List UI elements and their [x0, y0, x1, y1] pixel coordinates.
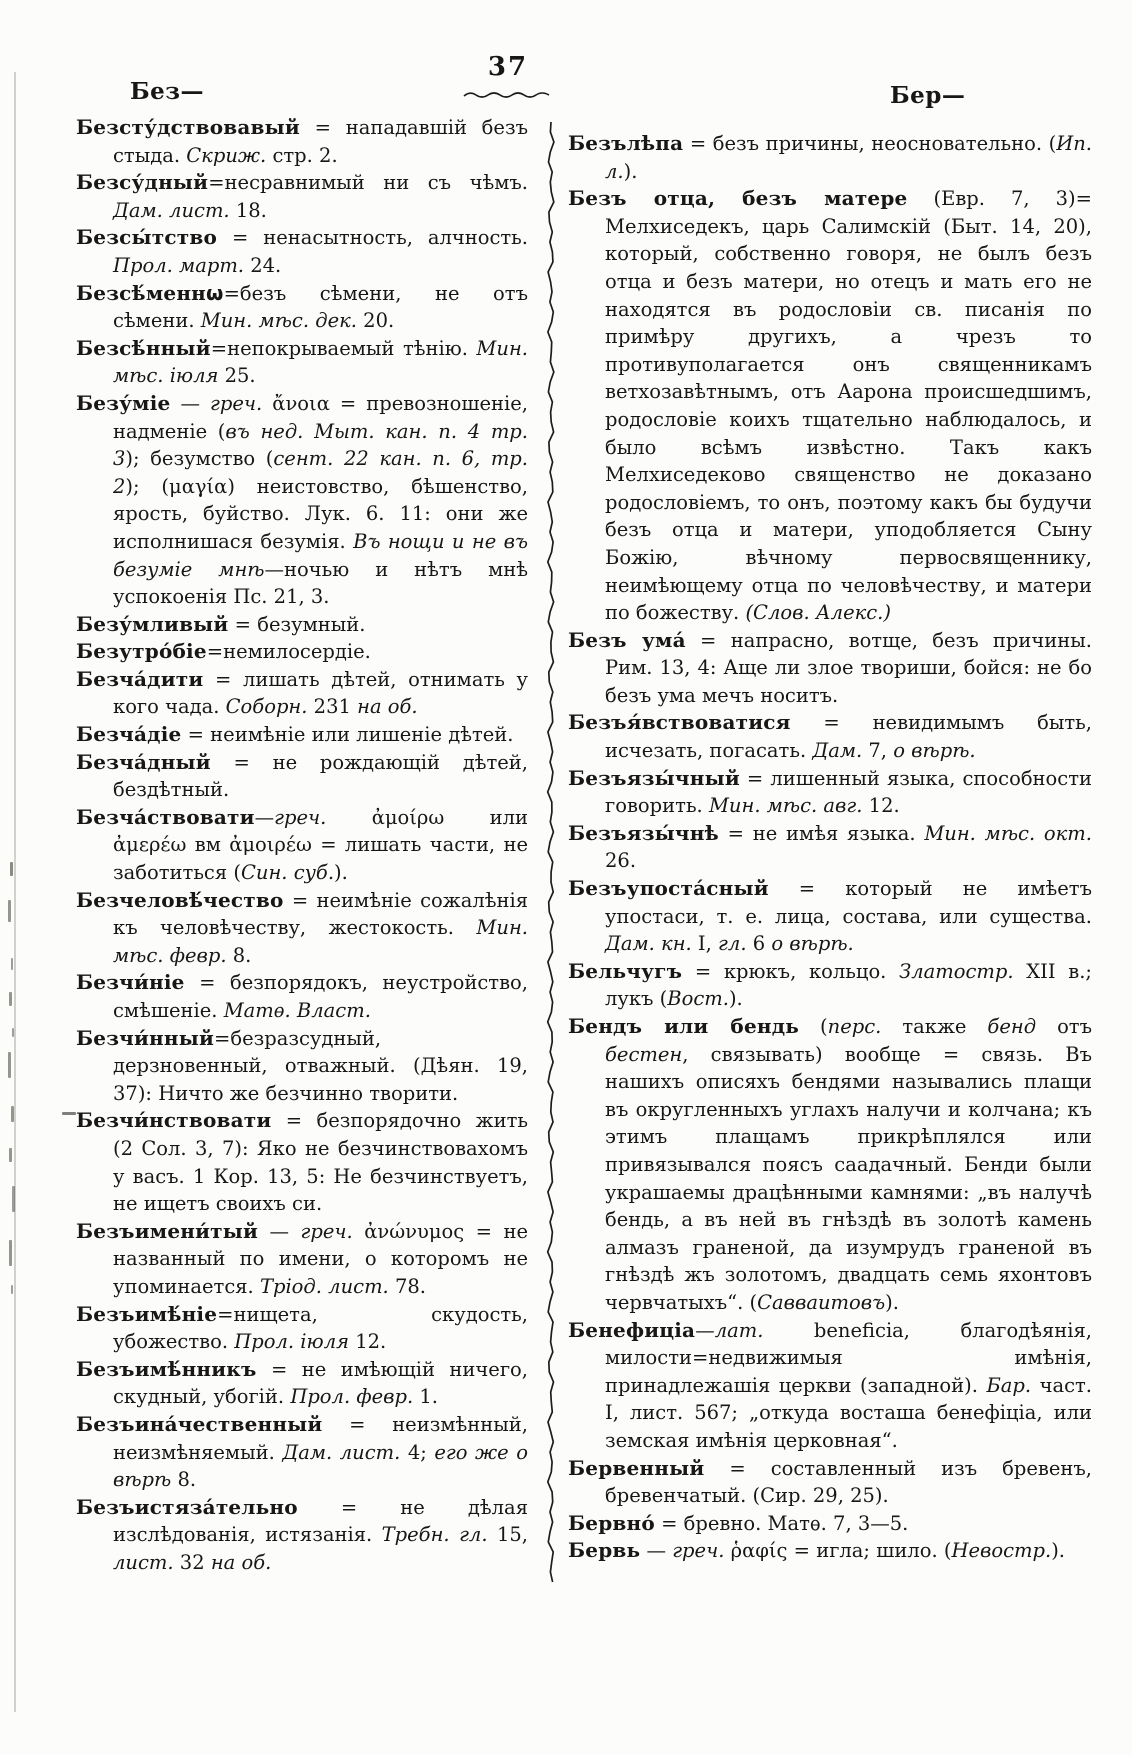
entry-text: греч.	[672, 1539, 725, 1563]
entry-text: —	[170, 391, 211, 415]
entry-headword: Безъистяза́тельно	[76, 1494, 298, 1519]
entry-text: Мин. мѣс. іюля	[113, 336, 528, 388]
entry-text: = нападавшій безъ стыда.	[113, 116, 528, 167]
entry-headword: Бельчугъ	[568, 958, 683, 983]
entry-headword: Безъимени́тый	[76, 1218, 258, 1243]
entry-text: также	[881, 1015, 988, 1038]
entry-headword: Бервно́	[568, 1510, 655, 1535]
entry-text: Вост.	[667, 987, 729, 1011]
entry-text: ).	[334, 861, 348, 885]
entry-text: 8.	[171, 1468, 197, 1492]
entry-text: Дам. лист.	[113, 198, 230, 222]
entry-text: ); безумство (	[125, 447, 274, 471]
entry-text: ); (μαγία) неистовство, бѣшенство, ярость, буйство. Лук. 6. 11: они же исполнишася безумія.	[113, 474, 528, 553]
dictionary-entry	[568, 1510, 1092, 1538]
entry-text: 32	[173, 1550, 211, 1574]
entry-text: 7,	[862, 739, 894, 763]
entry-headword: Безсту́дствовавый	[76, 115, 300, 139]
entry-text: Соборн.	[225, 695, 308, 719]
scan-artifact	[11, 1285, 13, 1294]
dictionary-entry	[76, 887, 528, 970]
entry-headword: Безча́ствовати	[76, 804, 255, 829]
right-column	[568, 130, 1092, 1565]
entry-text: = не дѣлая изслѣдованія, истязанія.	[113, 1495, 528, 1547]
entry-text: на об.	[210, 1550, 272, 1574]
entry-text: Мин. мѣс. дек.	[200, 309, 357, 333]
entry-text: = составленный изъ бревенъ, бревенчатый. (Сир. 29, 25).	[605, 1456, 1092, 1508]
entry-text: 6	[746, 932, 772, 956]
entry-text: = напрасно, вотще, безъ причины. Рим. 13, 4: Аще ли злое твориши, бойся: не бо безъ ума мечъ носитъ.	[605, 628, 1092, 707]
entry-headword: Безъина́чественный	[76, 1411, 323, 1436]
entry-text: = безумный.	[228, 612, 366, 636]
entry-text: (Слов. Алекс.)	[745, 601, 891, 625]
entry-headword: Безчи́нный	[76, 1025, 215, 1050]
dictionary-entry	[76, 224, 528, 279]
dictionary-entry	[76, 1025, 528, 1108]
entry-text: ).	[1051, 1539, 1065, 1563]
dictionary-entry	[76, 1301, 528, 1356]
entry-headword: Бервенный	[568, 1455, 705, 1480]
entry-text: Дам.	[812, 739, 863, 763]
dictionary-entry	[568, 1537, 1092, 1565]
entry-headword: Бендъ или бендь	[568, 1014, 800, 1038]
entry-headword: Безъимѣ́ніе	[76, 1301, 218, 1326]
entry-text: 15,	[487, 1523, 528, 1547]
entry-headword: Безча́дити	[76, 666, 204, 691]
entry-text: о вѣрѣ.	[893, 739, 976, 763]
entry-headword: Безъупоста́сный	[568, 876, 769, 901]
entry-text: 78.	[388, 1274, 426, 1298]
entry-text: beneficia, благодѣянія, милости=недвижимыя имѣнія, принадлежашія церкви (западной).	[605, 1318, 1092, 1397]
entry-text: ).	[623, 159, 638, 183]
entry-text: ἀμοίρω или ἀμερέω вм ἀμοιρέω = лишать части, не заботиться (	[113, 805, 528, 885]
entry-text: ).	[728, 987, 743, 1011]
entry-text: греч.	[300, 1219, 353, 1243]
entry-text: Невостр.	[951, 1539, 1052, 1563]
entry-headword: Бервь	[568, 1538, 641, 1563]
entry-text: = неимѣніе или лишеніе дѣтей.	[181, 723, 514, 747]
dictionary-entry	[568, 130, 1092, 185]
entry-headword: Безъимѣ́нникъ	[76, 1356, 257, 1381]
entry-text: Прол. март.	[113, 253, 245, 277]
dictionary-entry	[76, 666, 528, 721]
entry-headword: Безсѣ́меннѡ	[76, 280, 224, 305]
entry-text: =безразсудный, дерзновенный, отважный. (Дѣян. 19, 37): Ничто же безчинно творити.	[113, 1026, 528, 1105]
entry-text: (	[799, 1015, 828, 1038]
entry-text: Скриж.	[186, 143, 267, 167]
scan-artifact	[9, 1148, 12, 1162]
entry-headword: Безу́мливый	[76, 611, 229, 636]
scan-artifact	[8, 900, 11, 922]
entry-text: Тріод. лист.	[259, 1274, 389, 1298]
dictionary-entry	[76, 969, 528, 1024]
entry-text: Мин. мѣс. февр.	[113, 916, 528, 967]
entry-text: Требн. гл.	[381, 1523, 488, 1547]
entry-text: 12.	[862, 794, 900, 818]
entry-text: Въ нощи и не въ безуміе мнѣ	[113, 529, 528, 581]
entry-text: =непокрываемый тѣнію.	[210, 336, 477, 360]
entry-text: 25.	[218, 364, 256, 388]
entry-text: Савваитовъ	[757, 1290, 886, 1314]
entry-text: = безпорядочно жить (2 Сол. 3, 7): Яко не безчинствовахомъ у васъ. 1 Кор. 13, 5: Не безчинствуетъ, не ищетъ своихъ си.	[113, 1109, 528, 1216]
entry-headword: Безча́дный	[76, 749, 211, 774]
dictionary-entry	[568, 875, 1092, 958]
entry-text: 1.	[413, 1385, 438, 1409]
entry-text: сент. 22 кан. п. 6, тр. 2	[113, 447, 528, 498]
entry-text: лат.	[714, 1318, 764, 1342]
entry-text: на об.	[357, 695, 418, 719]
entry-text: Прол. іюля	[234, 1330, 350, 1354]
entry-text: —	[640, 1539, 673, 1563]
entry-text: =нищета, скудость, убожество.	[113, 1302, 528, 1354]
entry-text: въ нед. Мыт. кан. п. 4 тр. 3	[113, 419, 528, 471]
entry-headword: Безсѣ́нный	[76, 335, 211, 360]
dictionary-entry	[76, 114, 528, 169]
dictionary-entry	[568, 1013, 1092, 1317]
entry-text: = ненасытность, алчность.	[217, 226, 528, 250]
entry-text: = безъ причины, неосновательно. (	[683, 132, 1057, 155]
scan-artifact	[12, 1186, 15, 1212]
entry-headword: Безчи́нствовати	[76, 1108, 272, 1133]
entry-text: бенд	[987, 1015, 1037, 1038]
entry-headword: Безълѣпа	[568, 131, 684, 155]
entry-headword: Безча́діе	[76, 722, 182, 747]
entry-text: = неимѣніе сожалѣнія къ человѣчеству, жестокость.	[113, 888, 528, 940]
entry-headword: Безъ ума́	[568, 627, 686, 652]
entry-headword: Безчи́ніе	[76, 970, 185, 995]
entry-text: част. I, лист. 567; „откуда восташа бенефіціа, или земская имѣнія церковная“.	[605, 1373, 1093, 1452]
entry-text: =безъ сѣмени, не отъ сѣмени.	[113, 281, 528, 333]
entry-text: XII в.; лукъ (	[605, 959, 1092, 1011]
page-number-underline	[462, 90, 552, 100]
entry-text: перс.	[827, 1015, 882, 1038]
entry-text: = невидимымъ быть, исчезать, погасать.	[605, 711, 1092, 763]
entry-text: Син. суб.	[240, 861, 335, 885]
dictionary-entry	[76, 721, 528, 749]
entry-text: лист.	[113, 1550, 174, 1574]
dictionary-entry	[76, 1107, 528, 1217]
entry-text: его же о вѣрѣ	[113, 1440, 528, 1492]
entry-text: бестен	[605, 1042, 683, 1066]
dictionary-entry	[568, 185, 1092, 627]
entry-text: = лишать дѣтей, отнимать у кого чада.	[113, 667, 528, 719]
column-divider-line	[544, 122, 558, 1586]
entry-text: = не имѣющій ничего, скудный, убогій.	[113, 1357, 528, 1409]
dictionary-entry	[568, 627, 1092, 710]
scan-artifact	[12, 1028, 14, 1037]
entry-text: —	[258, 1219, 301, 1243]
dictionary-entry	[568, 958, 1092, 1013]
entry-headword: Безу́міе	[76, 390, 171, 415]
scan-artifact	[10, 862, 13, 876]
entry-text: I,	[691, 932, 719, 956]
dictionary-entry	[76, 749, 528, 804]
entry-text: ).	[885, 1290, 899, 1314]
entry-text: 8.	[226, 943, 252, 967]
entry-text: 18.	[229, 198, 267, 222]
entry-text: Златостр.	[899, 959, 1014, 983]
dictionary-entry	[76, 1356, 528, 1411]
entry-text: = который не имѣетъ упостаси, т. е. лица, состава, или существа.	[605, 877, 1092, 928]
entry-text: 20.	[356, 309, 395, 333]
entry-headword: Безчеловѣ́чество	[76, 887, 284, 912]
entry-text: стр. 2.	[266, 143, 338, 167]
entry-text: = крюкъ, кольцо.	[682, 959, 900, 983]
entry-text: ἄνοια = превозношеніе, надменіе (	[113, 391, 529, 443]
entry-text: = не рождающій дѣтей, бездѣтный.	[113, 750, 528, 802]
entry-text: 26.	[605, 849, 637, 873]
scan-artifact	[11, 958, 13, 970]
entry-text: 12.	[349, 1330, 387, 1354]
dictionary-entry	[76, 1494, 528, 1577]
entry-text: Бар.	[986, 1373, 1032, 1397]
entry-text: =немилосердіе.	[206, 640, 371, 664]
entry-text: Матѳ. Власт.	[223, 999, 371, 1022]
page-number: 37	[487, 52, 529, 82]
dictionary-entry	[76, 1411, 528, 1494]
entry-text: греч.	[210, 391, 263, 415]
left-column	[76, 114, 528, 1576]
dictionary-entry	[76, 390, 528, 611]
entry-text: = не имѣя языка.	[718, 821, 925, 845]
dictionary-entry	[76, 1218, 528, 1301]
entry-text: ἀνώνυμος = не названный по имени, о которомъ не упоминается.	[113, 1219, 529, 1298]
dictionary-entry	[76, 804, 528, 887]
entry-headword: Безутро́біе	[76, 639, 207, 664]
scan-binding-shadow	[14, 72, 16, 1712]
entry-text: Мин. мѣс. окт.	[924, 821, 1092, 845]
entry-text: 4;	[400, 1440, 435, 1464]
entry-text: —ночью и нѣтъ мнѣ успокоенія Пс. 21, 3.	[113, 557, 528, 609]
entry-text: = неизмѣнный, неизмѣняемый.	[113, 1412, 528, 1464]
entry-headword: Безсу́дный	[76, 170, 209, 195]
dictionary-entry	[568, 1455, 1092, 1510]
entry-headword: Бенефиціа	[568, 1317, 696, 1342]
entry-text: = лишенный языка, способности говорить.	[605, 766, 1092, 818]
guide-word-right: Бер—	[890, 82, 966, 109]
dictionary-entry	[568, 820, 1092, 875]
entry-text: Ип. л.	[605, 132, 1092, 183]
entry-text: —	[254, 805, 275, 829]
entry-text: , связывать) вообще = связь. Въ нашихъ описяхъ бендями назывались плащи въ округленныхъ углахъ налучи и колчана; къ этимъ плащамъ прикрѣплялся или привязывался поясъ саадачный. Бенди были украшаемы драцѣнными камнями: „въ налучѣ бендь, а въ ней въ гнѣздѣ въ золотѣ камень алмазъ граненой, да изумрудъ граненой въ гнѣздѣ жъ золотомъ, двадцать семь яхонтовъ червчатыхъ“. (	[605, 1042, 1092, 1314]
scan-artifact	[8, 1052, 11, 1078]
entry-text: 231	[307, 695, 358, 719]
entry-text: = безпорядокъ, неустройство, смѣшеніе.	[113, 971, 528, 1022]
scan-artifact	[9, 992, 12, 1006]
entry-text: гл.	[718, 932, 747, 956]
entry-headword: Безъязы́чнѣ	[568, 820, 719, 845]
dictionary-entry	[568, 709, 1092, 764]
entry-text: отъ	[1036, 1015, 1093, 1038]
dictionary-entry	[76, 280, 528, 335]
entry-text: (Евр. 7, 3)= Мелхиседекъ, царь Салимскій (Быт. 14, 20), который, собственно говоря, не былъ безъ отца и безъ матери, но отецъ и мать его не находятся въ родословіи св. писанія по примѣру другихъ, а чрезъ то противуполагается онъ священникамъ ветхозавѣтнымъ, отъ Аарона происшедшимъ, родословіе коихъ тщательно наблюдалось, и было всѣмъ извѣстно. Такъ какъ Мелхиседеково священство не доказано родословіемъ, то онъ, поэтому какъ бы будучи безъ отца и матери, уподобляется Сыну Божію, вѣчному первосвященнику, неимѣющему отца по человѣчеству, и матери по божеству.	[605, 187, 1092, 625]
guide-word-left: Без—	[130, 78, 204, 105]
entry-headword: Безъ отца, безъ матере	[568, 186, 908, 211]
dictionary-entry	[76, 611, 528, 639]
entry-headword: Безъя́вствоватися	[568, 710, 791, 735]
dictionary-entry	[76, 638, 528, 666]
entry-text: Дам. кн.	[605, 932, 692, 956]
entry-text: греч.	[274, 805, 327, 829]
dictionary-entry	[568, 1317, 1092, 1455]
entry-text: о вѣрѣ.	[771, 932, 854, 956]
scan-artifact	[9, 1240, 12, 1266]
dictionary-entry	[76, 335, 528, 390]
dictionary-entry	[76, 169, 528, 224]
entry-text: =несравнимый ни съ чѣмъ.	[208, 171, 528, 195]
scan-artifact	[11, 1106, 14, 1122]
dictionary-entry	[568, 765, 1092, 820]
entry-text: —	[695, 1318, 715, 1342]
scan-artifact-dash	[62, 1112, 76, 1115]
entry-text: = бревно. Матѳ. 7, 3—5.	[654, 1511, 909, 1535]
entry-text: Мин. мѣс. авг.	[708, 794, 863, 818]
entry-headword: Безъязы́чный	[568, 765, 740, 790]
entry-text: Прол. февр.	[290, 1385, 414, 1409]
entry-text: ῥαφίς = игла; шило. (	[724, 1539, 952, 1563]
entry-text: 24.	[244, 253, 282, 277]
entry-text: Дам. лист.	[282, 1440, 401, 1464]
entry-headword: Безсы́тство	[76, 225, 218, 250]
